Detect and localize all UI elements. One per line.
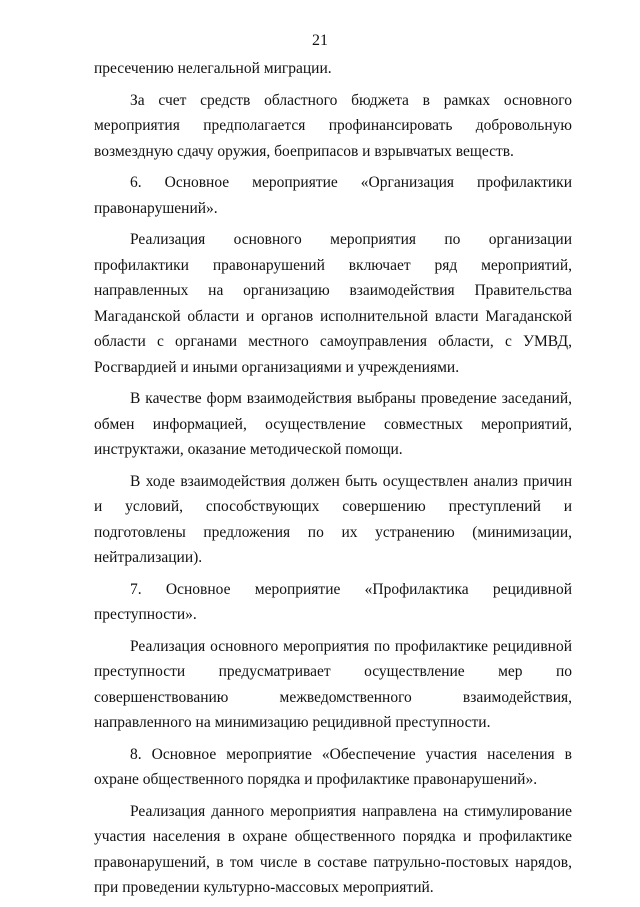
paragraph-2: За счет средств областного бюджета в рамках основного мероприятия предполагается профинансировать добровольную возмездную сдачу оружия, боеприпасов и взрывчатых веществ.	[94, 91, 572, 160]
document-body	[94, 56, 572, 907]
section-heading-6: 6. Основное мероприятие «Организация профилактики правонарушений».	[94, 174, 572, 217]
paragraph-1: пресечению нелегальной миграции.	[94, 60, 332, 77]
paragraph-6: Реализация основного мероприятия по профилактике рецидивной преступности предусматривает осуществление мер по совершенствованию межведомственного взаимодействия, направленного на минимизацию рецидивной преступности.	[94, 637, 572, 731]
page-number: 21	[312, 32, 328, 49]
paragraph-3: Реализация основного мероприятия по организации профилактики правонарушений включает ряд мероприятий, направленных на организацию взаимодействия Правительства Магаданской области и органов исполнительной власти Магаданской области с органами местного самоуправления области, с УМВД, Росгвардией и иными организациями и учреждениями.	[94, 231, 572, 376]
section-heading-8: 8. Основное мероприятие «Обеспечение участия населения в охране общественного порядка и профилактике правонарушений».	[94, 745, 572, 788]
section-heading-7: 7. Основное мероприятие «Профилактика рецидивной преступности».	[94, 580, 572, 623]
paragraph-7: Реализация данного мероприятия направлена на стимулирование участия населения в охране общественного порядка и профилактике правонарушений, в том числе в составе патрульно-постовых нарядов, при проведении культурно-массовых мероприятий.	[94, 802, 572, 896]
paragraph-5: В ходе взаимодействия должен быть осуществлен анализ причин и условий, способствующих совершению преступлений и подготовлены предложения по их устранению (минимизации, нейтрализации).	[94, 472, 572, 566]
paragraph-4: В качестве форм взаимодействия выбраны проведение заседаний, обмен информацией, осуществление совместных мероприятий, инструктажи, оказание методической помощи.	[94, 390, 572, 458]
